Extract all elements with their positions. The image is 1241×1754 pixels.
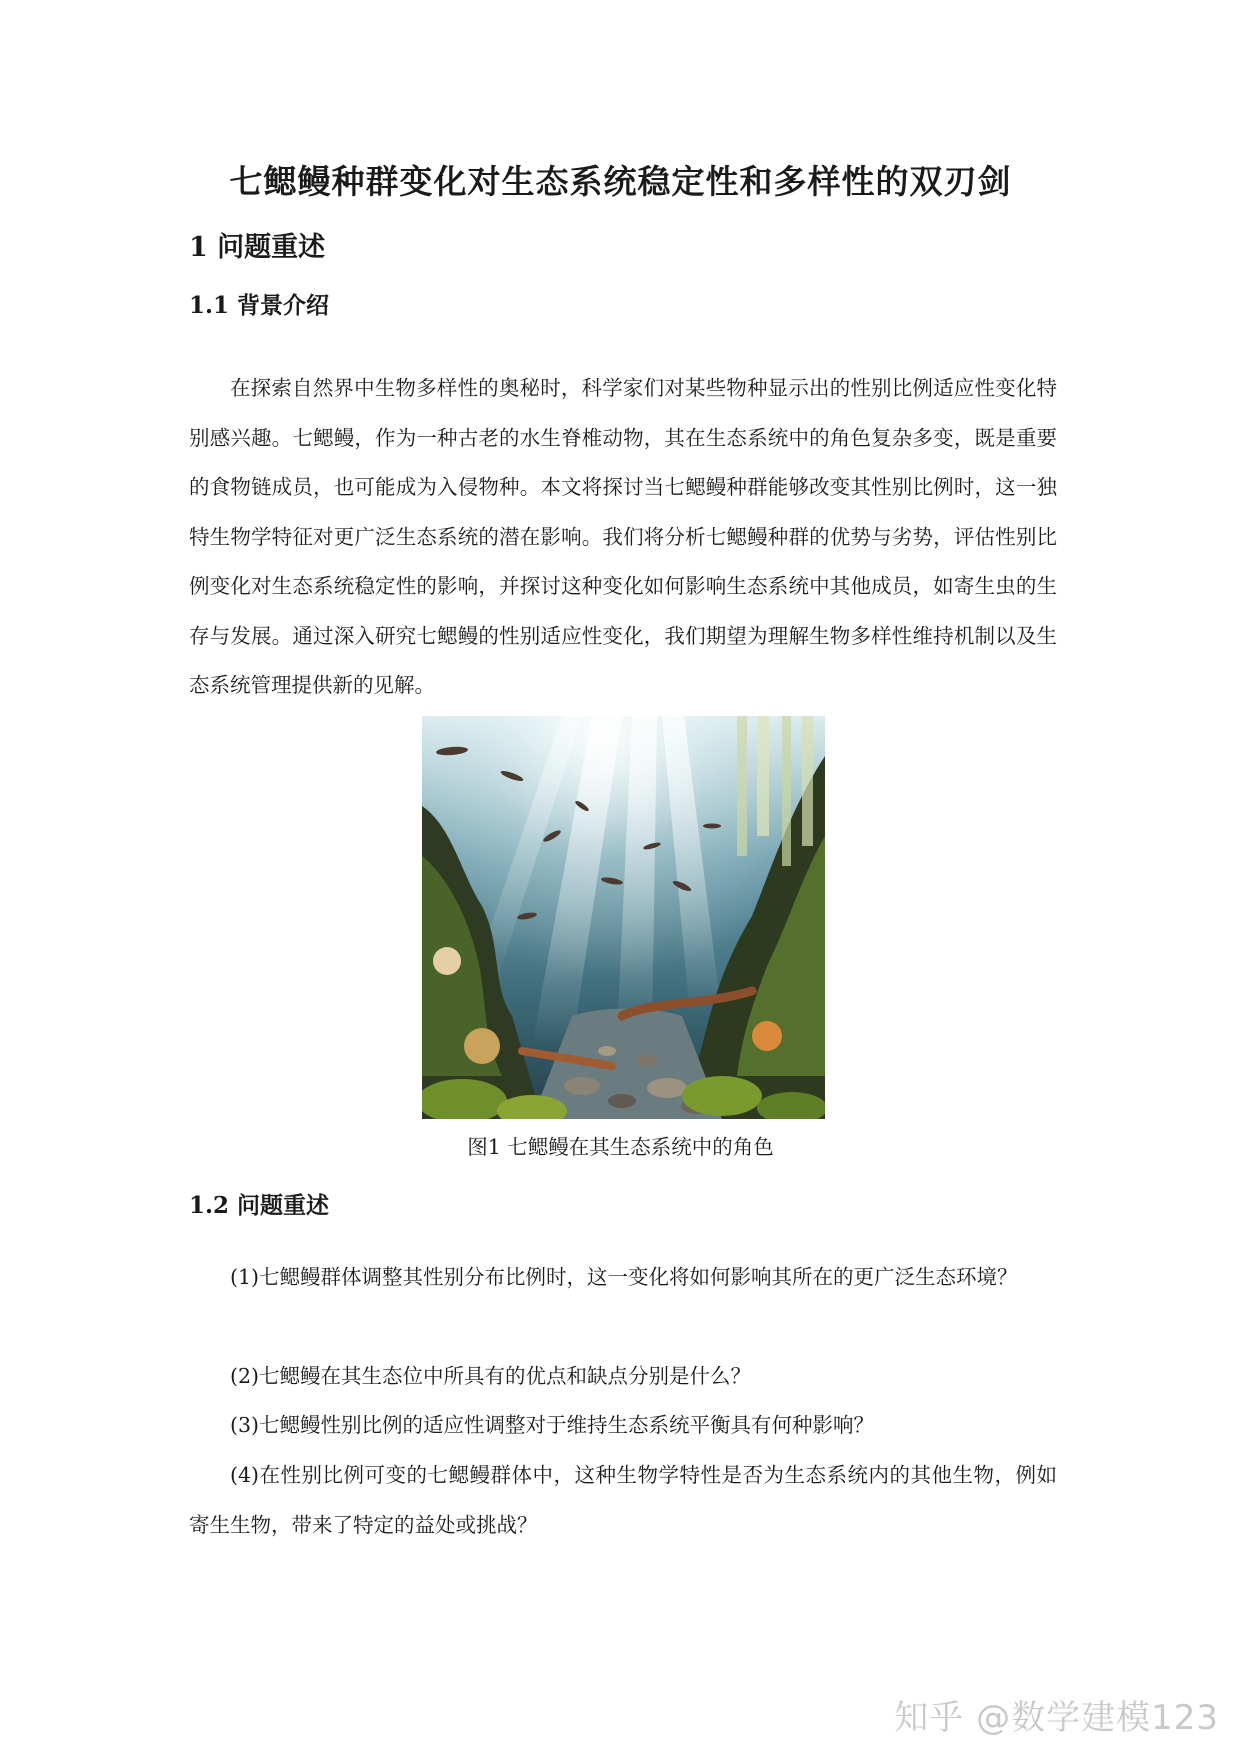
section-heading-1: 1 问题重述 <box>189 232 326 263</box>
question-item: (1)七鳃鳗群体调整其性别分布比例时，这一变化将如何影响其所在的更广泛生态环境？ <box>230 1265 1018 1289</box>
subsection-heading-1-1: 1.1 背景介绍 <box>189 292 330 319</box>
subsection-heading-1-2: 1.2 问题重述 <box>189 1192 330 1219</box>
watermark: 知乎 @数学建模123 <box>894 1698 1219 1738</box>
background-paragraph: 在探索自然界中生物多样性的奥秘时，科学家们对某些物种显示出的性别比例适应性变化特别感兴趣。七鳃鳗，作为一种古老的水生脊椎动物，其在生态系统中的角色复杂多变，既是重要的食物链成员，也可能成为入侵物种。本文将探讨当七鳃鳗种群能够改变其性别比例时，这一独特生物学特征对更广泛生态系统的潜在影响。我们将分析七鳃鳗种群的优势与劣势，评估性别比例变化对生态系统稳定性的影响，并探讨这种变化如何影响生态系统中其他成员，如寄生虫的生存与发展。通过深入研究七鳃鳗的性别适应性变化，我们期望为理解生物多样性维持机制以及生态系统管理提供新的见解。 <box>189 376 1057 697</box>
page-title: 七鳃鳗种群变化对生态系统稳定性和多样性的双刃剑 <box>229 162 1012 201</box>
figure-caption: 图1 七鳃鳗在其生态系统中的角色 <box>467 1135 774 1159</box>
underwater-illustration <box>422 716 825 1119</box>
figure-lamprey-ecosystem <box>422 716 825 1119</box>
question-item: (3)七鳃鳗性别比例的适应性调整对于维持生态系统平衡具有何种影响？ <box>230 1413 875 1437</box>
question-item: (4)在性别比例可变的七鳃鳗群体中，这种生物学特性是否为生态系统内的其他生物，例如寄生生物，带来了特定的益处或挑战？ <box>189 1463 1057 1537</box>
question-item: (2)七鳃鳗在其生态位中所具有的优点和缺点分别是什么？ <box>230 1364 752 1388</box>
